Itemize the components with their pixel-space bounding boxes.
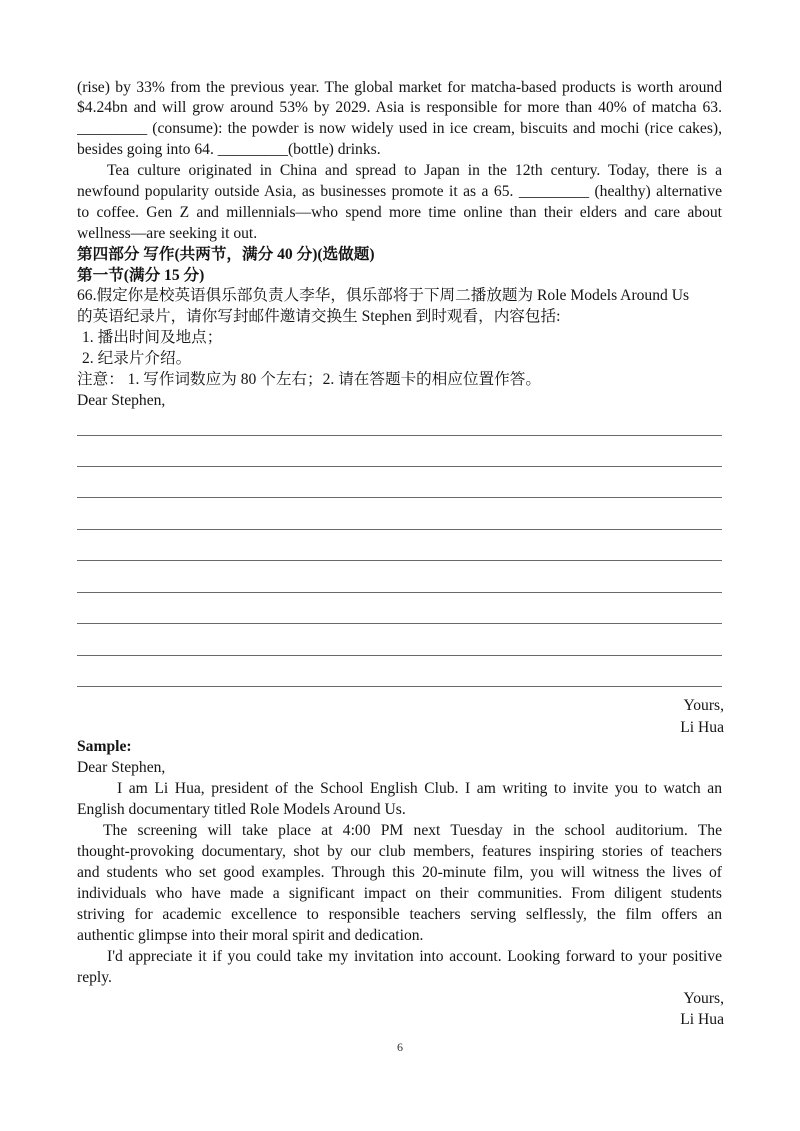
- sample-label: Sample:: [77, 737, 132, 755]
- answer-line: [77, 686, 722, 687]
- sample-line: individuals who have made a significant impact on their communities. From diligent students: [77, 884, 722, 902]
- passage-line: newfound popularity outside Asia, as businesses promote it as a 65. _________ (healthy) alternative: [77, 182, 722, 200]
- passage-line: Tea culture originated in China and spread to Japan in the 12th century. Today, there is a: [107, 162, 722, 180]
- answer-line: [77, 560, 722, 561]
- sample-line: and students who set good examples. Through this 20-minute film, you will witness the lives of: [77, 863, 722, 881]
- sample-salutation: Dear Stephen,: [77, 758, 166, 776]
- sample-line: English documentary titled Role Models Around Us.: [77, 800, 406, 818]
- passage-line: (rise) by 33% from the previous year. The global market for matcha-based products is worth around: [77, 78, 722, 96]
- sample-line: authentic glimpse into their moral spirit and dedication.: [77, 926, 424, 944]
- answer-line: [77, 623, 722, 624]
- answer-line: [77, 529, 722, 530]
- content-point: 2. 纪录片介绍。: [82, 350, 192, 368]
- passage-line: wellness—are seeking it out.: [77, 224, 258, 242]
- sample-signature: Li Hua: [680, 1010, 724, 1028]
- task-letter-closing: [77, 695, 724, 739]
- sample-line: The screening will take place at 4:00 PM next Tuesday in the school auditorium. The: [103, 821, 722, 839]
- letter-salutation: Dear Stephen,: [77, 391, 166, 409]
- sample-line: I am Li Hua, president of the School English Club. I am writing to invite you to watch an: [117, 779, 722, 797]
- answer-line: [77, 497, 722, 498]
- content-point: 1. 播出时间及地点；: [82, 329, 223, 347]
- prompt-line: 66.假定你是校英语俱乐部负责人李华，俱乐部将于下周二播放题为 Role Models Around Us: [77, 287, 690, 305]
- sample-closing: Yours,: [683, 989, 724, 1007]
- answer-line: [77, 655, 722, 656]
- answer-line: [77, 592, 722, 593]
- passage-and-task: [77, 78, 722, 412]
- sample-line: thought-provoking documentary, shot by our club members, features inspiring stories of teachers: [77, 842, 722, 860]
- sample-line: striving for academic excellence to responsible teachers serving selflessly, the film offers an: [77, 905, 722, 923]
- answer-line: [77, 466, 722, 467]
- section-title: 第一节(满分 15 分): [77, 266, 205, 284]
- prompt-line: 的英语纪录片，请你写封邮件邀请交换生 Stephen 到时观看，内容包括:: [77, 308, 561, 326]
- page-number: 6: [397, 1040, 403, 1054]
- passage-line: to coffee. Gen Z and millennials—who spend more time online than their elders and care about: [77, 203, 722, 221]
- sample-line: reply.: [77, 968, 112, 986]
- letter-signature: Li Hua: [680, 718, 724, 736]
- answer-line: [77, 435, 722, 436]
- passage-line: _________ (consume): the powder is now widely used in ice cream, biscuits and mochi (rice cakes),: [77, 120, 722, 138]
- letter-closing: Yours,: [683, 696, 724, 714]
- passage-line: besides going into 64. _________(bottle) drinks.: [77, 141, 381, 159]
- passage-line: $4.24bn and will grow around 53% by 2029. Asia is responsible for more than 40% of matcha 63.: [77, 99, 722, 117]
- sample-essay: [77, 736, 724, 1030]
- task-note: 注意： 1. 写作词数应为 80 个左右；2. 请在答题卡的相应位置作答。: [77, 370, 541, 388]
- part-title: 第四部分 写作(共两节，满分 40 分)(选做题): [77, 245, 375, 263]
- sample-line: I'd appreciate it if you could take my invitation into account. Looking forward to your positive: [107, 947, 722, 965]
